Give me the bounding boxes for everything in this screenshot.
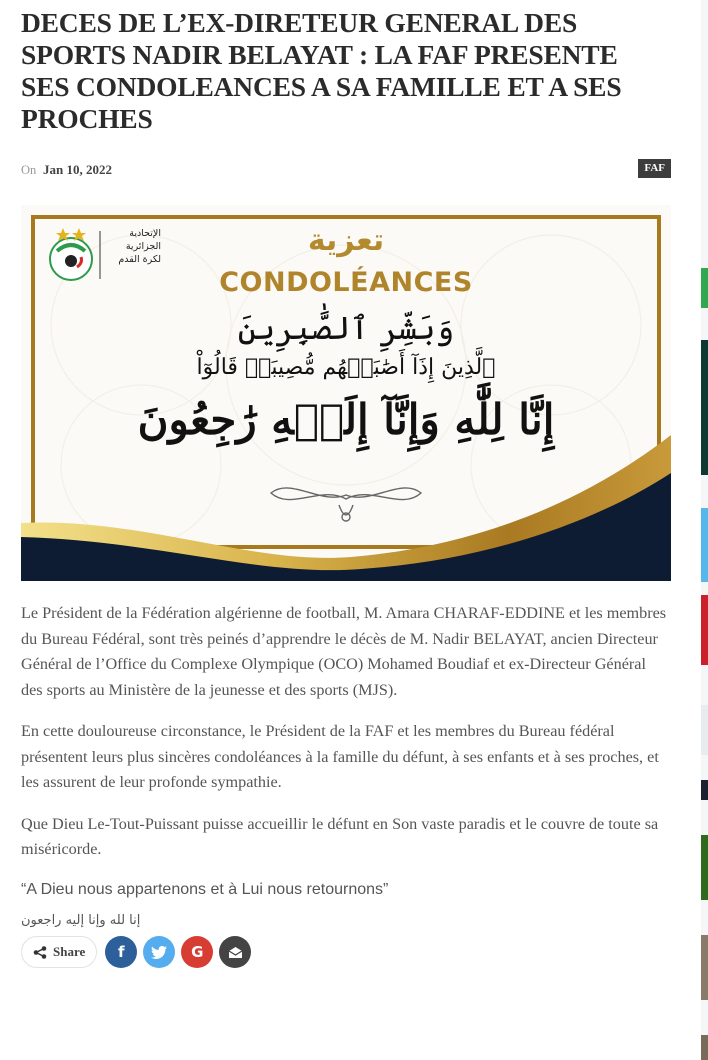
sidebar-thumbnail[interactable] <box>701 508 708 582</box>
google-share-button[interactable] <box>181 936 213 968</box>
federation-name-line: الإتحادية <box>129 228 161 239</box>
sidebar-thumbnail[interactable] <box>701 935 708 1000</box>
sidebar-thumbnail[interactable] <box>701 780 708 800</box>
article-title: DECES DE L’EX-DIRETEUR GENERAL DES SPORTS NADIR BELAYAT : LA FAF PRESENTE SES CONDOLEANCES A SA FAMILLE ET A SES PROCHES <box>21 7 622 134</box>
share-button[interactable] <box>21 936 97 968</box>
quran-verse-line-1: وَبَشِّرِ ٱلصَّٰبِرِينَ <box>237 309 455 347</box>
publish-date[interactable]: Jan 10, 2022 <box>43 162 112 177</box>
sidebar-thumbnail[interactable] <box>701 340 708 475</box>
category-badge[interactable]: FAF <box>638 159 671 178</box>
paragraph: Le Président de la Fédération algérienne de football, M. Amara CHARAF-EDDINE et les membres du Bureau Fédéral, sont très peinés d’apprendre le décès de M. Nadir BELAYAT, ancien Directeur Général de l’Office du Complexe Olympique (OCO) Mohamed Boudiaf et ex-Directeur Général des sports au Ministère de la jeunesse et des sports (MJS). <box>21 604 667 699</box>
closing-quote-arabic: إنا لله وإنا إليه راجعون <box>21 913 141 928</box>
article-meta <box>21 159 671 183</box>
share-label: Share <box>53 944 86 959</box>
share-bar <box>21 936 257 968</box>
sidebar-thumbnails <box>701 0 708 1060</box>
sidebar-thumbnail[interactable] <box>701 1035 708 1060</box>
closing-quote: “A Dieu nous appartenons et à Lui nous retournons” <box>21 880 389 898</box>
email-share-button[interactable] <box>219 936 251 968</box>
paragraph: Que Dieu Le-Tout-Puissant puisse accueillir le défunt en Son vaste paradis et le couvre de toute sa miséricorde. <box>21 814 659 858</box>
sidebar-thumbnail[interactable] <box>701 705 708 755</box>
facebook-share-button[interactable] <box>105 936 137 968</box>
facebook-icon: f <box>118 943 125 961</box>
condolences-image <box>21 205 671 581</box>
arabic-title: تعزية <box>307 223 385 258</box>
meta-prefix: On <box>21 163 37 177</box>
paragraph: En cette douloureuse circonstance, le Président de la FAF et les membres du Bureau fédéral présentent leurs plus sincères condoléances à la famille du défunt, à ses enfants et à ses proches, et les assurent de leur profonde sympathie. <box>21 722 659 791</box>
email-icon <box>228 946 243 959</box>
twitter-share-button[interactable] <box>143 936 175 968</box>
quran-verse-line-3: إِنَّا لِلَّٰهِ وَإِنَّآ إِلَيۡهِ رَٰجِعُونَ <box>137 395 555 444</box>
sidebar-thumbnail[interactable] <box>701 835 708 900</box>
twitter-icon <box>151 946 167 959</box>
share-icon <box>33 946 47 959</box>
sidebar-thumbnail[interactable] <box>701 268 708 308</box>
article <box>21 0 671 934</box>
article-body <box>21 601 671 934</box>
sidebar-thumbnail[interactable] <box>701 595 708 665</box>
google-icon: G <box>191 943 204 961</box>
federation-name-line: لكرة القدم <box>118 254 161 265</box>
federation-name-line: الجزائرية <box>125 241 161 252</box>
condoleances-title: CONDOLÉANCES <box>219 267 473 298</box>
quran-verse-line-2: ٱلَّذِينَ إِذَآ أَصَٰبَتۡهُم مُّصِيبَةٞ قَالُوٓاْ <box>196 355 496 380</box>
